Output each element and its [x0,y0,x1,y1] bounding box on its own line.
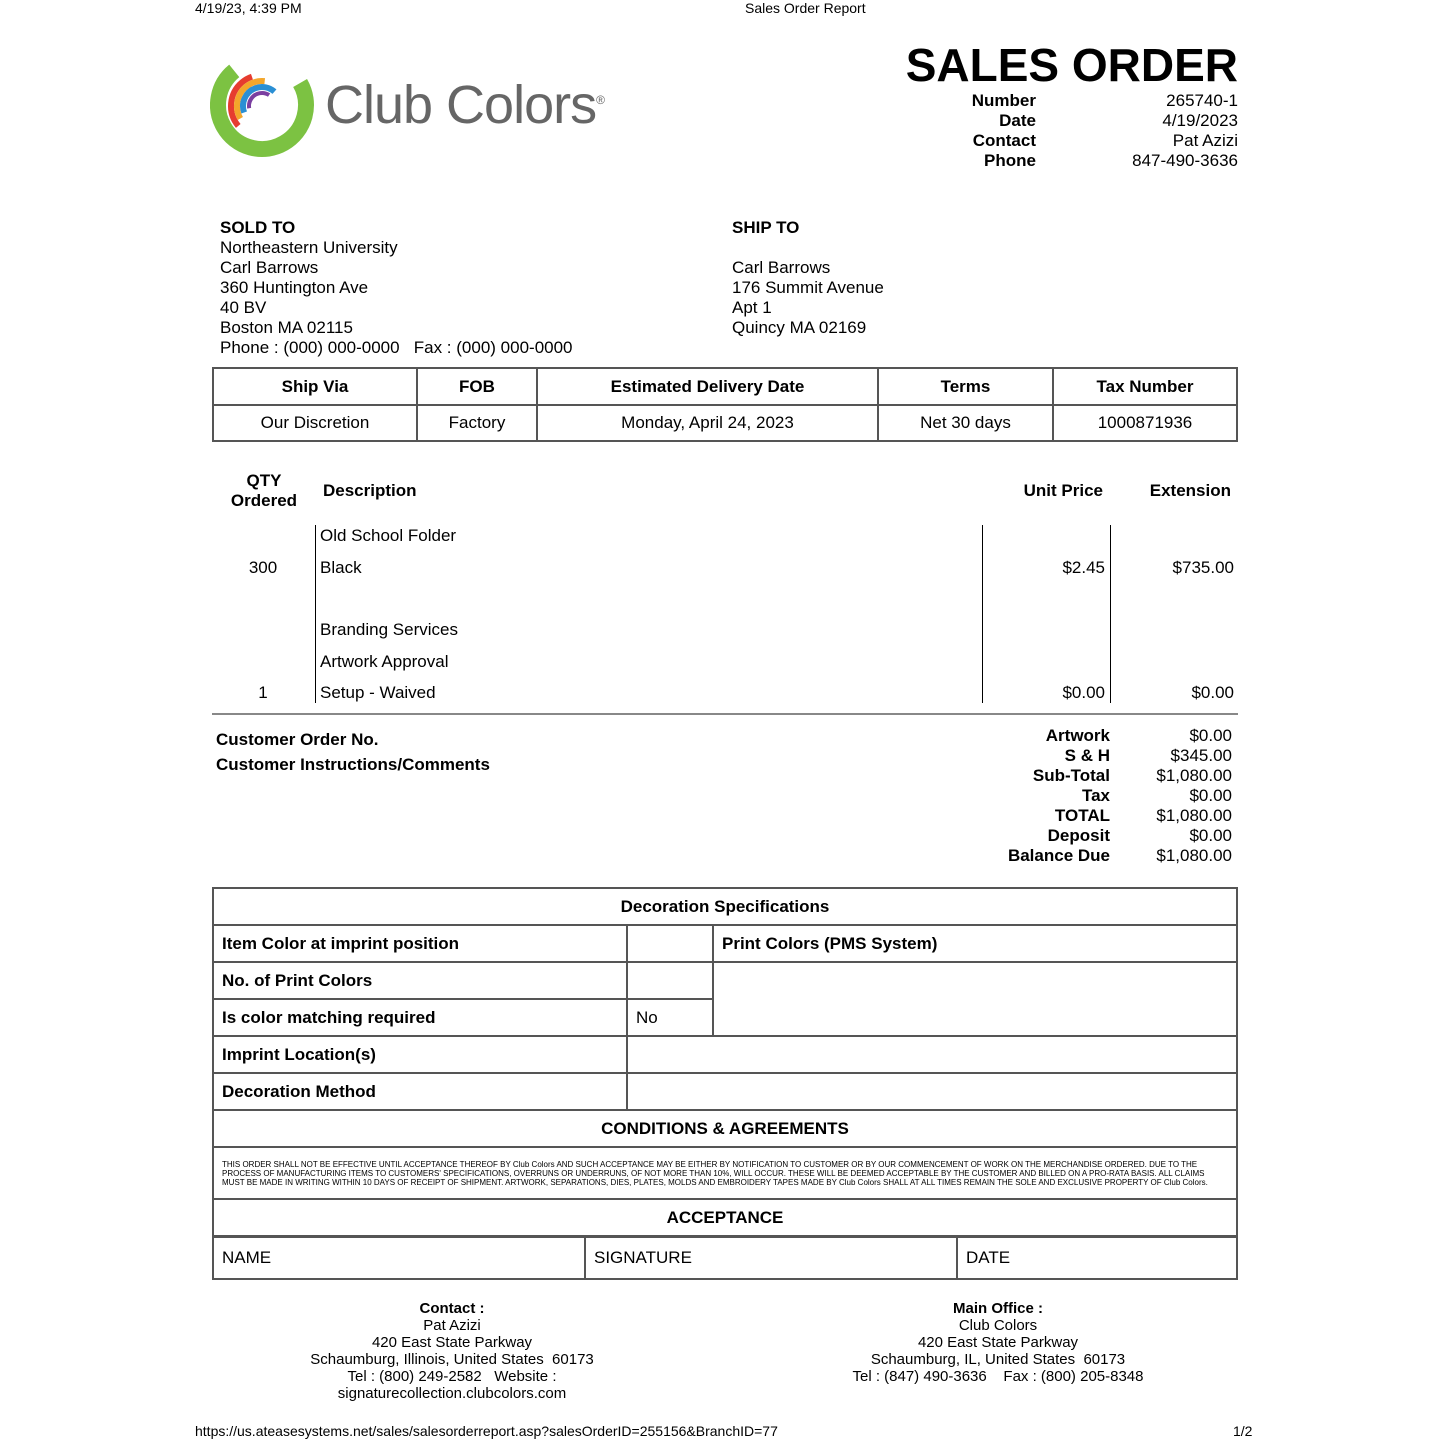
item-description: Branding Services [320,620,458,639]
shipping-table [212,367,1238,442]
footer-office [798,1300,1198,1385]
qty-header [220,471,308,511]
conditions-text: THIS ORDER SHALL NOT BE EFFECTIVE UNTIL ACCEPTANCE THEREOF BY Club Colors AND SUCH ACCEPTANCE MAY BE EITHER BY NOTIFICATION TO CUSTOMER OR BY OUR COMMENCEMENT OF WORK ON THE MERCHANDISE ORDERED. DUE TO THE PROCESS OF MANUFACTURING ITEMS TO CUSTOMERS' SPECIFICATIONS, OVERRUNS OR UNDERRUNS, OF NOT MORE THAN 10%, WILL OCCUR. THESE WILL BE DEEMED ACCEPTABLE BY THE CUSTOMER AND BILLED ON A PRO-RATA BASIS. ALL CLAIMS MUST BE MADE IN WRITING WITHIN 10 DAYS OF RECEIPT OF SHIPMENT. ARTWORK, SEPARATIONS, DIES, PLATES, MOLDS AND EMBROIDERY TAPES MADE BY Club Colors SHALL AT ALL TIMES REMAIN THE SOLE AND EXCLUSIVE PROPERTY OF Club Colors. [213,1147,1237,1199]
footer-office-line: Tel : (847) 490-3636 Fax : (800) 205-8348 [852,1368,1144,1385]
imprint-location-label: Imprint Location(s) [213,1036,627,1073]
color-matching-value: No [627,999,713,1036]
total-label: Sub-Total [1032,766,1110,785]
total-value: $1,080.00 [1156,806,1232,825]
item-extension: $0.00 [1191,683,1234,702]
item-extension: $735.00 [1172,558,1234,577]
table-row [0,683,1445,703]
item-column-divider [1110,525,1111,703]
decoration-method-label: Decoration Method [213,1073,627,1110]
ship-to-block [732,218,884,338]
num-print-colors-value [627,962,713,999]
order-contact-row [930,131,1238,151]
order-phone-value: 847-490-3636 [1132,151,1238,170]
sold-to-line: Northeastern University [220,238,398,257]
total-row-balance-due [960,846,1232,866]
footer-contact-heading: Contact : [419,1300,485,1317]
terms-value: Net 30 days [878,405,1053,441]
item-description: Artwork Approval [320,652,449,671]
sold-to-block [220,218,573,358]
item-qty: 1 [258,683,268,702]
total-row-tax [960,786,1232,806]
header-ship-via: Ship Via [213,368,417,405]
acceptance-name-field[interactable]: NAME [213,1237,585,1279]
order-date-row [930,111,1238,131]
color-matching-label: Is color matching required [213,999,627,1036]
description-header: Description [323,481,417,500]
order-number-label: Number [971,91,1036,110]
acceptance-table [212,1236,1238,1280]
print-colors-label: Print Colors (PMS System) [713,925,1237,962]
sold-to-heading: SOLD TO [220,218,296,237]
footer-contact-line: Schaumburg, Illinois, United States 60173 [310,1351,594,1368]
order-contact-value: Pat Azizi [1172,131,1238,150]
num-print-colors-label: No. of Print Colors [213,962,627,999]
table-row [0,620,1445,640]
imprint-location-value [627,1036,1237,1073]
conditions-heading: CONDITIONS & AGREEMENTS [213,1110,1237,1147]
print-url: https://us.ateasesystems.net/sales/salesorderreport.asp?salesOrderID=255156&BranchID=77 [195,1423,778,1439]
header-delivery-date: Estimated Delivery Date [537,368,878,405]
total-row-shipping [960,746,1232,766]
print-datetime: 4/19/23, 4:39 PM [195,0,302,16]
item-description: Black [320,558,362,577]
club-colors-logo-icon [210,50,320,160]
item-description: Setup - Waived [320,683,436,702]
tax-number-value: 1000871936 [1053,405,1237,441]
total-value: $0.00 [1189,786,1232,805]
total-label: Balance Due [1007,846,1110,865]
total-label: Artwork [1045,726,1110,745]
decoration-table [212,887,1238,1237]
item-column-divider [982,525,983,703]
qty-header-line2: Ordered [230,491,298,510]
footer-office-line: Club Colors [958,1317,1038,1334]
ship-via-value: Our Discretion [213,405,417,441]
item-unit-price: $2.45 [1062,558,1105,577]
delivery-date-value: Monday, April 24, 2023 [537,405,878,441]
header-terms: Terms [878,368,1053,405]
header-tax-number: Tax Number [1053,368,1237,405]
footer-contact [262,1300,642,1402]
ship-to-heading: SHIP TO [732,218,800,237]
logo-text: Club Colors® [325,75,604,135]
table-row [0,558,1445,578]
website-link[interactable]: signaturecollection.clubcolors.com [337,1385,567,1402]
order-fields [930,91,1238,171]
item-unit-price: $0.00 [1062,683,1105,702]
total-value: $1,080.00 [1156,846,1232,865]
shipping-header-row [213,368,1237,405]
total-value: $345.00 [1170,746,1232,765]
ship-to-line: Carl Barrows [732,258,831,277]
ship-to-line: Apt 1 [732,298,772,317]
qty-header-line1: QTY [246,471,282,490]
shipping-value-row [213,405,1237,441]
page-number: 1/2 [1233,1423,1253,1439]
items-divider [212,713,1238,715]
item-color-value [627,925,713,962]
header-fob: FOB [417,368,537,405]
total-label: S & H [1064,746,1110,765]
footer-contact-line: Pat Azizi [423,1317,481,1334]
page-title: SALES ORDER [905,39,1238,91]
extension-header: Extension [1149,481,1231,500]
order-date-label: Date [999,111,1036,130]
unit-price-header: Unit Price [1023,481,1103,500]
item-description: Old School Folder [320,526,457,545]
order-phone-row [930,151,1238,171]
totals-block [960,726,1232,866]
footer-office-line: Schaumburg, IL, United States 60173 [870,1351,1126,1368]
fob-value: Factory [417,405,537,441]
ship-to-line: 176 Summit Avenue [732,278,884,297]
total-row-total [960,806,1232,826]
sold-to-line: 360 Huntington Ave [220,278,369,297]
footer-office-line: 420 East State Parkway [917,1334,1079,1351]
ship-to-line [732,238,884,258]
sold-to-line: Boston MA 02115 [220,318,353,337]
footer-contact-line: 420 East State Parkway [371,1334,533,1351]
footer-office-heading: Main Office : [952,1300,1043,1317]
total-value: $0.00 [1189,726,1232,745]
acceptance-signature-field[interactable]: SIGNATURE [585,1237,957,1279]
customer-instructions-label: Customer Instructions/Comments [216,755,490,774]
total-row-subtotal [960,766,1232,786]
total-label: TOTAL [1054,806,1110,825]
total-label: Tax [1081,786,1110,805]
item-color-label: Item Color at imprint position [213,925,627,962]
decoration-heading: Decoration Specifications [213,888,1237,925]
footer-contact-line: Tel : (800) 249-2582 Website : [347,1368,557,1385]
order-date-value: 4/19/2023 [1162,111,1238,130]
total-label: Deposit [1047,826,1110,845]
order-phone-label: Phone [984,151,1036,170]
customer-order-no-label: Customer Order No. [216,730,379,749]
total-value: $0.00 [1189,826,1232,845]
table-row [0,526,1445,546]
order-contact-label: Contact [972,131,1036,150]
ship-to-line: Quincy MA 02169 [732,318,867,337]
total-row-artwork [960,726,1232,746]
decoration-method-value [627,1073,1237,1110]
item-qty: 300 [248,558,278,577]
item-column-divider [315,525,316,703]
print-colors-value [713,962,1237,1036]
sold-to-line: Carl Barrows [220,258,319,277]
acceptance-heading: ACCEPTANCE [213,1199,1237,1236]
acceptance-date-field[interactable]: DATE [957,1237,1237,1279]
sold-to-line: 40 BV [220,298,267,317]
order-number-value: 265740-1 [1166,91,1238,110]
order-number-row [930,91,1238,111]
print-title: Sales Order Report [745,0,866,16]
table-row [0,652,1445,672]
total-value: $1,080.00 [1156,766,1232,785]
total-row-deposit [960,826,1232,846]
sold-to-line: Phone : (000) 000-0000 Fax : (000) 000-0000 [220,338,573,357]
